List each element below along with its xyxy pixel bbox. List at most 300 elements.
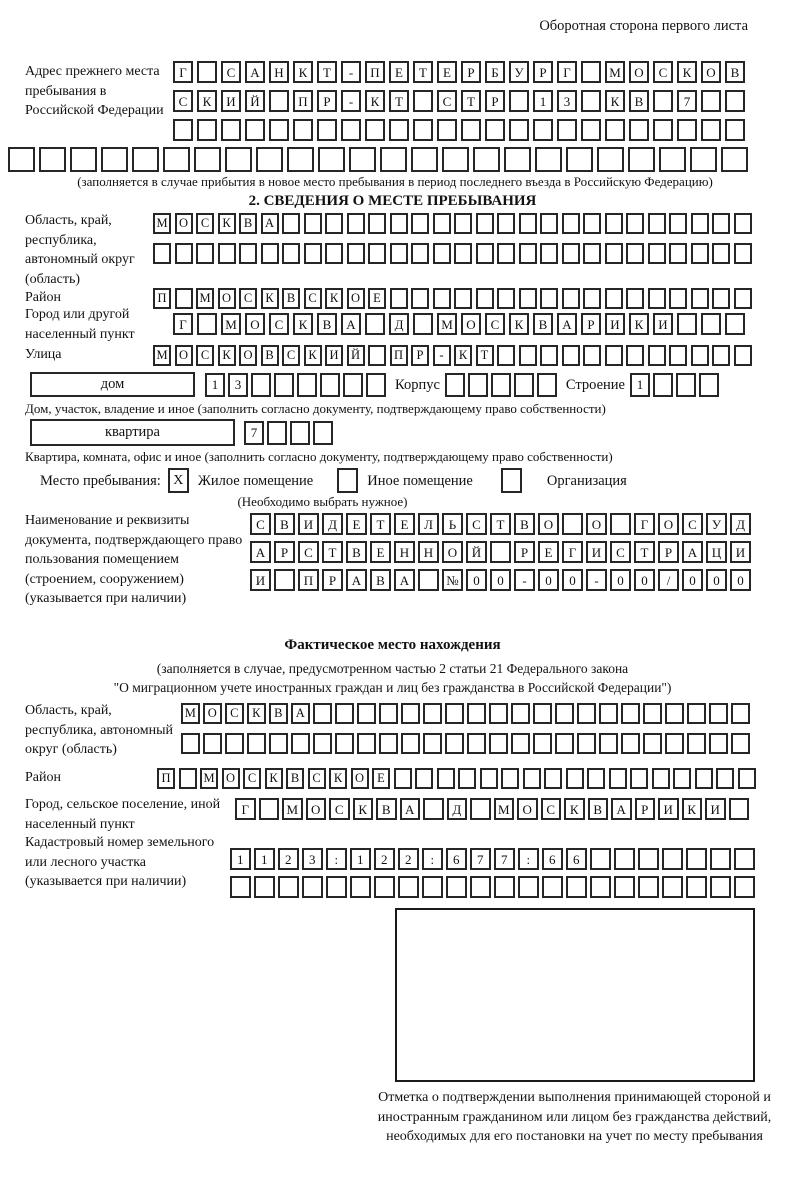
form-cell[interactable]: [282, 243, 300, 264]
form-cell[interactable]: [225, 147, 252, 172]
form-cell[interactable]: [343, 373, 363, 397]
form-cell[interactable]: О: [175, 345, 193, 366]
form-cell[interactable]: [605, 288, 623, 309]
form-cell[interactable]: [599, 733, 618, 754]
form-cell[interactable]: [203, 733, 222, 754]
form-cell[interactable]: [101, 147, 128, 172]
form-cell[interactable]: С: [282, 345, 300, 366]
form-cell[interactable]: 0: [562, 569, 583, 591]
form-cell[interactable]: П: [293, 90, 313, 112]
form-cell[interactable]: 0: [706, 569, 727, 591]
form-cell[interactable]: О: [629, 61, 649, 83]
form-cell[interactable]: [566, 768, 584, 789]
form-cell[interactable]: [433, 213, 451, 234]
form-cell[interactable]: [725, 313, 745, 335]
form-cell[interactable]: [626, 213, 644, 234]
checkbox-organization[interactable]: [501, 468, 522, 493]
form-cell[interactable]: С: [173, 90, 193, 112]
form-cell[interactable]: [686, 876, 707, 898]
form-cell[interactable]: Й: [466, 541, 487, 563]
form-cell[interactable]: [497, 213, 515, 234]
form-cell[interactable]: Е: [437, 61, 457, 83]
form-cell[interactable]: [411, 147, 438, 172]
form-cell[interactable]: [490, 541, 511, 563]
form-cell[interactable]: Д: [322, 513, 343, 535]
form-cell[interactable]: [433, 288, 451, 309]
form-cell[interactable]: [583, 243, 601, 264]
form-cell[interactable]: -: [514, 569, 535, 591]
form-cell[interactable]: [347, 243, 365, 264]
form-cell[interactable]: К: [454, 345, 472, 366]
form-cell[interactable]: П: [390, 345, 408, 366]
form-cell[interactable]: [247, 733, 266, 754]
form-cell[interactable]: М: [196, 288, 214, 309]
form-cell[interactable]: [313, 703, 332, 724]
form-cell[interactable]: -: [586, 569, 607, 591]
form-cell[interactable]: М: [200, 768, 218, 789]
form-cell[interactable]: П: [157, 768, 175, 789]
form-cell[interactable]: Г: [235, 798, 256, 820]
form-cell[interactable]: [251, 373, 271, 397]
form-cell[interactable]: К: [329, 768, 347, 789]
form-cell[interactable]: К: [304, 345, 322, 366]
form-cell[interactable]: [540, 213, 558, 234]
form-cell[interactable]: Д: [730, 513, 751, 535]
form-cell[interactable]: 2: [278, 848, 299, 870]
form-cell[interactable]: [256, 147, 283, 172]
form-cell[interactable]: [494, 876, 515, 898]
form-cell[interactable]: [365, 119, 385, 141]
form-cell[interactable]: [476, 213, 494, 234]
form-cell[interactable]: А: [611, 798, 632, 820]
form-cell[interactable]: [368, 213, 386, 234]
checkbox-residential[interactable]: X: [168, 468, 189, 493]
form-cell[interactable]: [326, 876, 347, 898]
form-cell[interactable]: [652, 768, 670, 789]
form-cell[interactable]: [701, 119, 721, 141]
form-cell[interactable]: [437, 768, 455, 789]
form-cell[interactable]: С: [485, 313, 505, 335]
form-cell[interactable]: И: [653, 313, 673, 335]
form-cell[interactable]: [557, 119, 577, 141]
form-cell[interactable]: [590, 876, 611, 898]
form-cell[interactable]: Р: [635, 798, 656, 820]
form-cell[interactable]: [686, 848, 707, 870]
form-cell[interactable]: [701, 313, 721, 335]
form-cell[interactable]: В: [239, 213, 257, 234]
form-cell[interactable]: [712, 213, 730, 234]
form-cell[interactable]: [291, 733, 310, 754]
form-cell[interactable]: К: [605, 90, 625, 112]
form-cell[interactable]: О: [175, 213, 193, 234]
form-cell[interactable]: Н: [269, 61, 289, 83]
form-cell[interactable]: [605, 119, 625, 141]
form-cell[interactable]: [511, 733, 530, 754]
form-cell[interactable]: А: [400, 798, 421, 820]
form-cell[interactable]: Т: [322, 541, 343, 563]
form-cell[interactable]: О: [442, 541, 463, 563]
form-cell[interactable]: К: [365, 90, 385, 112]
form-cell[interactable]: [648, 288, 666, 309]
form-cell[interactable]: [297, 373, 317, 397]
form-cell[interactable]: [39, 147, 66, 172]
form-cell[interactable]: [691, 345, 709, 366]
form-cell[interactable]: [398, 876, 419, 898]
form-cell[interactable]: С: [610, 541, 631, 563]
form-cell[interactable]: [648, 345, 666, 366]
form-cell[interactable]: [643, 733, 662, 754]
form-cell[interactable]: [609, 768, 627, 789]
form-cell[interactable]: [473, 147, 500, 172]
form-cell[interactable]: [304, 243, 322, 264]
form-cell[interactable]: [653, 373, 673, 397]
form-cell[interactable]: [489, 703, 508, 724]
form-cell[interactable]: [562, 243, 580, 264]
form-cell[interactable]: И: [586, 541, 607, 563]
form-cell[interactable]: С: [269, 313, 289, 335]
form-cell[interactable]: [610, 513, 631, 535]
form-cell[interactable]: [454, 213, 472, 234]
form-cell[interactable]: :: [422, 848, 443, 870]
form-cell[interactable]: [401, 703, 420, 724]
form-cell[interactable]: 1: [254, 848, 275, 870]
form-cell[interactable]: Н: [394, 541, 415, 563]
form-cell[interactable]: [533, 119, 553, 141]
form-cell[interactable]: [734, 876, 755, 898]
form-cell[interactable]: Й: [347, 345, 365, 366]
form-cell[interactable]: [194, 147, 221, 172]
form-cell[interactable]: А: [557, 313, 577, 335]
form-cell[interactable]: [278, 876, 299, 898]
form-cell[interactable]: К: [293, 313, 313, 335]
form-cell[interactable]: О: [239, 345, 257, 366]
form-cell[interactable]: [175, 288, 193, 309]
form-cell[interactable]: [669, 345, 687, 366]
form-cell[interactable]: [357, 703, 376, 724]
form-cell[interactable]: К: [509, 313, 529, 335]
form-cell[interactable]: [709, 703, 728, 724]
form-cell[interactable]: В: [286, 768, 304, 789]
form-cell[interactable]: [179, 768, 197, 789]
form-cell[interactable]: О: [222, 768, 240, 789]
form-cell[interactable]: :: [518, 848, 539, 870]
form-cell[interactable]: /: [658, 569, 679, 591]
form-cell[interactable]: Г: [634, 513, 655, 535]
form-cell[interactable]: [411, 243, 429, 264]
form-cell[interactable]: О: [203, 703, 222, 724]
form-cell[interactable]: 1: [230, 848, 251, 870]
form-cell[interactable]: И: [250, 569, 271, 591]
form-cell[interactable]: [313, 421, 333, 445]
form-cell[interactable]: Т: [317, 61, 337, 83]
form-cell[interactable]: Ь: [442, 513, 463, 535]
form-cell[interactable]: С: [298, 541, 319, 563]
form-cell[interactable]: [691, 288, 709, 309]
form-cell[interactable]: [599, 703, 618, 724]
form-cell[interactable]: [519, 288, 537, 309]
form-cell[interactable]: Т: [389, 90, 409, 112]
form-cell[interactable]: [197, 61, 217, 83]
form-cell[interactable]: А: [346, 569, 367, 591]
form-cell[interactable]: [325, 243, 343, 264]
form-cell[interactable]: С: [239, 288, 257, 309]
form-cell[interactable]: Р: [485, 90, 505, 112]
form-cell[interactable]: О: [658, 513, 679, 535]
form-cell[interactable]: [413, 119, 433, 141]
form-cell[interactable]: 7: [494, 848, 515, 870]
form-cell[interactable]: О: [586, 513, 607, 535]
form-cell[interactable]: [357, 733, 376, 754]
form-cell[interactable]: [701, 90, 721, 112]
form-cell[interactable]: [390, 243, 408, 264]
form-cell[interactable]: С: [329, 798, 350, 820]
form-cell[interactable]: 0: [634, 569, 655, 591]
form-cell[interactable]: Б: [485, 61, 505, 83]
form-cell[interactable]: [335, 703, 354, 724]
form-cell[interactable]: [379, 703, 398, 724]
form-cell[interactable]: О: [347, 288, 365, 309]
form-cell[interactable]: А: [341, 313, 361, 335]
form-cell[interactable]: В: [282, 288, 300, 309]
form-cell[interactable]: А: [291, 703, 310, 724]
form-cell[interactable]: С: [682, 513, 703, 535]
form-cell[interactable]: [290, 421, 310, 445]
form-cell[interactable]: У: [509, 61, 529, 83]
form-cell[interactable]: С: [466, 513, 487, 535]
form-cell[interactable]: [422, 876, 443, 898]
form-cell[interactable]: К: [197, 90, 217, 112]
form-cell[interactable]: П: [153, 288, 171, 309]
form-cell[interactable]: [514, 373, 534, 397]
form-cell[interactable]: [662, 848, 683, 870]
form-cell[interactable]: [605, 243, 623, 264]
form-cell[interactable]: В: [274, 513, 295, 535]
form-cell[interactable]: М: [221, 313, 241, 335]
form-cell[interactable]: [341, 119, 361, 141]
form-cell[interactable]: [583, 288, 601, 309]
form-cell[interactable]: Е: [346, 513, 367, 535]
form-cell[interactable]: [366, 373, 386, 397]
form-cell[interactable]: 6: [566, 848, 587, 870]
form-cell[interactable]: [454, 288, 472, 309]
form-cell[interactable]: 1: [350, 848, 371, 870]
form-cell[interactable]: 6: [542, 848, 563, 870]
form-cell[interactable]: И: [298, 513, 319, 535]
form-cell[interactable]: [317, 119, 337, 141]
form-cell[interactable]: 7: [470, 848, 491, 870]
form-cell[interactable]: [442, 147, 469, 172]
form-cell[interactable]: 0: [466, 569, 487, 591]
form-cell[interactable]: О: [517, 798, 538, 820]
form-cell[interactable]: [225, 733, 244, 754]
form-cell[interactable]: [470, 876, 491, 898]
form-cell[interactable]: А: [394, 569, 415, 591]
form-cell[interactable]: И: [658, 798, 679, 820]
form-cell[interactable]: [380, 147, 407, 172]
form-cell[interactable]: [621, 703, 640, 724]
form-cell[interactable]: [518, 876, 539, 898]
form-cell[interactable]: [413, 313, 433, 335]
form-cell[interactable]: [467, 703, 486, 724]
form-cell[interactable]: М: [153, 213, 171, 234]
form-cell[interactable]: 3: [302, 848, 323, 870]
form-cell[interactable]: [413, 90, 433, 112]
form-cell[interactable]: [734, 288, 752, 309]
form-cell[interactable]: [423, 798, 444, 820]
form-cell[interactable]: К: [218, 213, 236, 234]
form-cell[interactable]: [445, 373, 465, 397]
form-cell[interactable]: С: [225, 703, 244, 724]
form-cell[interactable]: Т: [370, 513, 391, 535]
form-cell[interactable]: К: [353, 798, 374, 820]
form-cell[interactable]: [626, 345, 644, 366]
form-cell[interactable]: [540, 243, 558, 264]
form-cell[interactable]: [468, 373, 488, 397]
form-cell[interactable]: О: [245, 313, 265, 335]
form-cell[interactable]: Е: [368, 288, 386, 309]
form-cell[interactable]: [230, 876, 251, 898]
form-cell[interactable]: [699, 373, 719, 397]
form-cell[interactable]: В: [725, 61, 745, 83]
form-cell[interactable]: О: [701, 61, 721, 83]
form-cell[interactable]: [269, 119, 289, 141]
form-cell[interactable]: [368, 243, 386, 264]
form-cell[interactable]: -: [433, 345, 451, 366]
form-cell[interactable]: [710, 876, 731, 898]
form-cell[interactable]: [8, 147, 35, 172]
form-cell[interactable]: И: [221, 90, 241, 112]
form-cell[interactable]: В: [629, 90, 649, 112]
form-cell[interactable]: [476, 288, 494, 309]
form-cell[interactable]: Е: [538, 541, 559, 563]
form-cell[interactable]: [181, 733, 200, 754]
form-cell[interactable]: В: [370, 569, 391, 591]
form-cell[interactable]: [676, 373, 696, 397]
form-cell[interactable]: А: [245, 61, 265, 83]
form-cell[interactable]: [653, 90, 673, 112]
form-cell[interactable]: 0: [490, 569, 511, 591]
form-cell[interactable]: [175, 243, 193, 264]
form-cell[interactable]: [132, 147, 159, 172]
form-cell[interactable]: [662, 876, 683, 898]
form-cell[interactable]: Е: [394, 513, 415, 535]
form-cell[interactable]: Р: [581, 313, 601, 335]
form-cell[interactable]: [665, 733, 684, 754]
form-cell[interactable]: [245, 119, 265, 141]
form-cell[interactable]: [638, 876, 659, 898]
form-cell[interactable]: М: [605, 61, 625, 83]
form-cell[interactable]: [669, 288, 687, 309]
form-cell[interactable]: Е: [389, 61, 409, 83]
form-cell[interactable]: [712, 288, 730, 309]
form-cell[interactable]: И: [325, 345, 343, 366]
form-cell[interactable]: [318, 147, 345, 172]
form-cell[interactable]: [687, 703, 706, 724]
form-cell[interactable]: [648, 213, 666, 234]
form-cell[interactable]: А: [682, 541, 703, 563]
form-cell[interactable]: [587, 768, 605, 789]
form-cell[interactable]: М: [437, 313, 457, 335]
form-cell[interactable]: [350, 876, 371, 898]
form-cell[interactable]: [734, 345, 752, 366]
form-cell[interactable]: О: [218, 288, 236, 309]
form-cell[interactable]: Р: [274, 541, 295, 563]
form-cell[interactable]: 0: [682, 569, 703, 591]
form-cell[interactable]: [577, 703, 596, 724]
form-cell[interactable]: [445, 733, 464, 754]
form-cell[interactable]: [577, 733, 596, 754]
form-cell[interactable]: Г: [173, 61, 193, 83]
form-cell[interactable]: Г: [562, 541, 583, 563]
form-cell[interactable]: [267, 421, 287, 445]
form-cell[interactable]: [274, 569, 295, 591]
form-cell[interactable]: Е: [370, 541, 391, 563]
confirmation-stamp-box[interactable]: [395, 908, 755, 1082]
form-cell[interactable]: [691, 213, 709, 234]
form-cell[interactable]: Н: [418, 541, 439, 563]
form-cell[interactable]: В: [269, 703, 288, 724]
form-cell[interactable]: М: [282, 798, 303, 820]
form-cell[interactable]: В: [588, 798, 609, 820]
form-cell[interactable]: [458, 768, 476, 789]
form-cell[interactable]: [677, 119, 697, 141]
form-cell[interactable]: [485, 119, 505, 141]
form-cell[interactable]: [445, 703, 464, 724]
form-cell[interactable]: Д: [447, 798, 468, 820]
form-cell[interactable]: [401, 733, 420, 754]
form-cell[interactable]: [476, 243, 494, 264]
form-cell[interactable]: [153, 243, 171, 264]
form-cell[interactable]: [433, 243, 451, 264]
form-cell[interactable]: [501, 768, 519, 789]
form-cell[interactable]: [269, 90, 289, 112]
form-cell[interactable]: [282, 213, 300, 234]
form-cell[interactable]: 3: [557, 90, 577, 112]
form-cell[interactable]: [731, 703, 750, 724]
form-cell[interactable]: Л: [418, 513, 439, 535]
form-cell[interactable]: [497, 345, 515, 366]
form-cell[interactable]: [379, 733, 398, 754]
form-cell[interactable]: [626, 243, 644, 264]
form-cell[interactable]: Д: [389, 313, 409, 335]
form-cell[interactable]: Т: [461, 90, 481, 112]
form-cell[interactable]: О: [538, 513, 559, 535]
form-cell[interactable]: Т: [413, 61, 433, 83]
form-cell[interactable]: [695, 768, 713, 789]
form-cell[interactable]: С: [221, 61, 241, 83]
form-cell[interactable]: 7: [244, 421, 264, 445]
form-cell[interactable]: [533, 703, 552, 724]
form-cell[interactable]: [562, 513, 583, 535]
form-cell[interactable]: В: [376, 798, 397, 820]
form-cell[interactable]: 1: [205, 373, 225, 397]
form-cell[interactable]: Й: [245, 90, 265, 112]
form-cell[interactable]: [643, 703, 662, 724]
form-cell[interactable]: [540, 345, 558, 366]
form-cell[interactable]: [461, 119, 481, 141]
form-cell[interactable]: [597, 147, 624, 172]
form-cell[interactable]: Р: [317, 90, 337, 112]
form-cell[interactable]: [221, 119, 241, 141]
form-cell[interactable]: [304, 213, 322, 234]
form-cell[interactable]: [691, 243, 709, 264]
form-cell[interactable]: [239, 243, 257, 264]
form-cell[interactable]: К: [564, 798, 585, 820]
form-cell[interactable]: [729, 798, 750, 820]
form-cell[interactable]: [504, 147, 531, 172]
form-cell[interactable]: А: [250, 541, 271, 563]
form-cell[interactable]: [511, 703, 530, 724]
